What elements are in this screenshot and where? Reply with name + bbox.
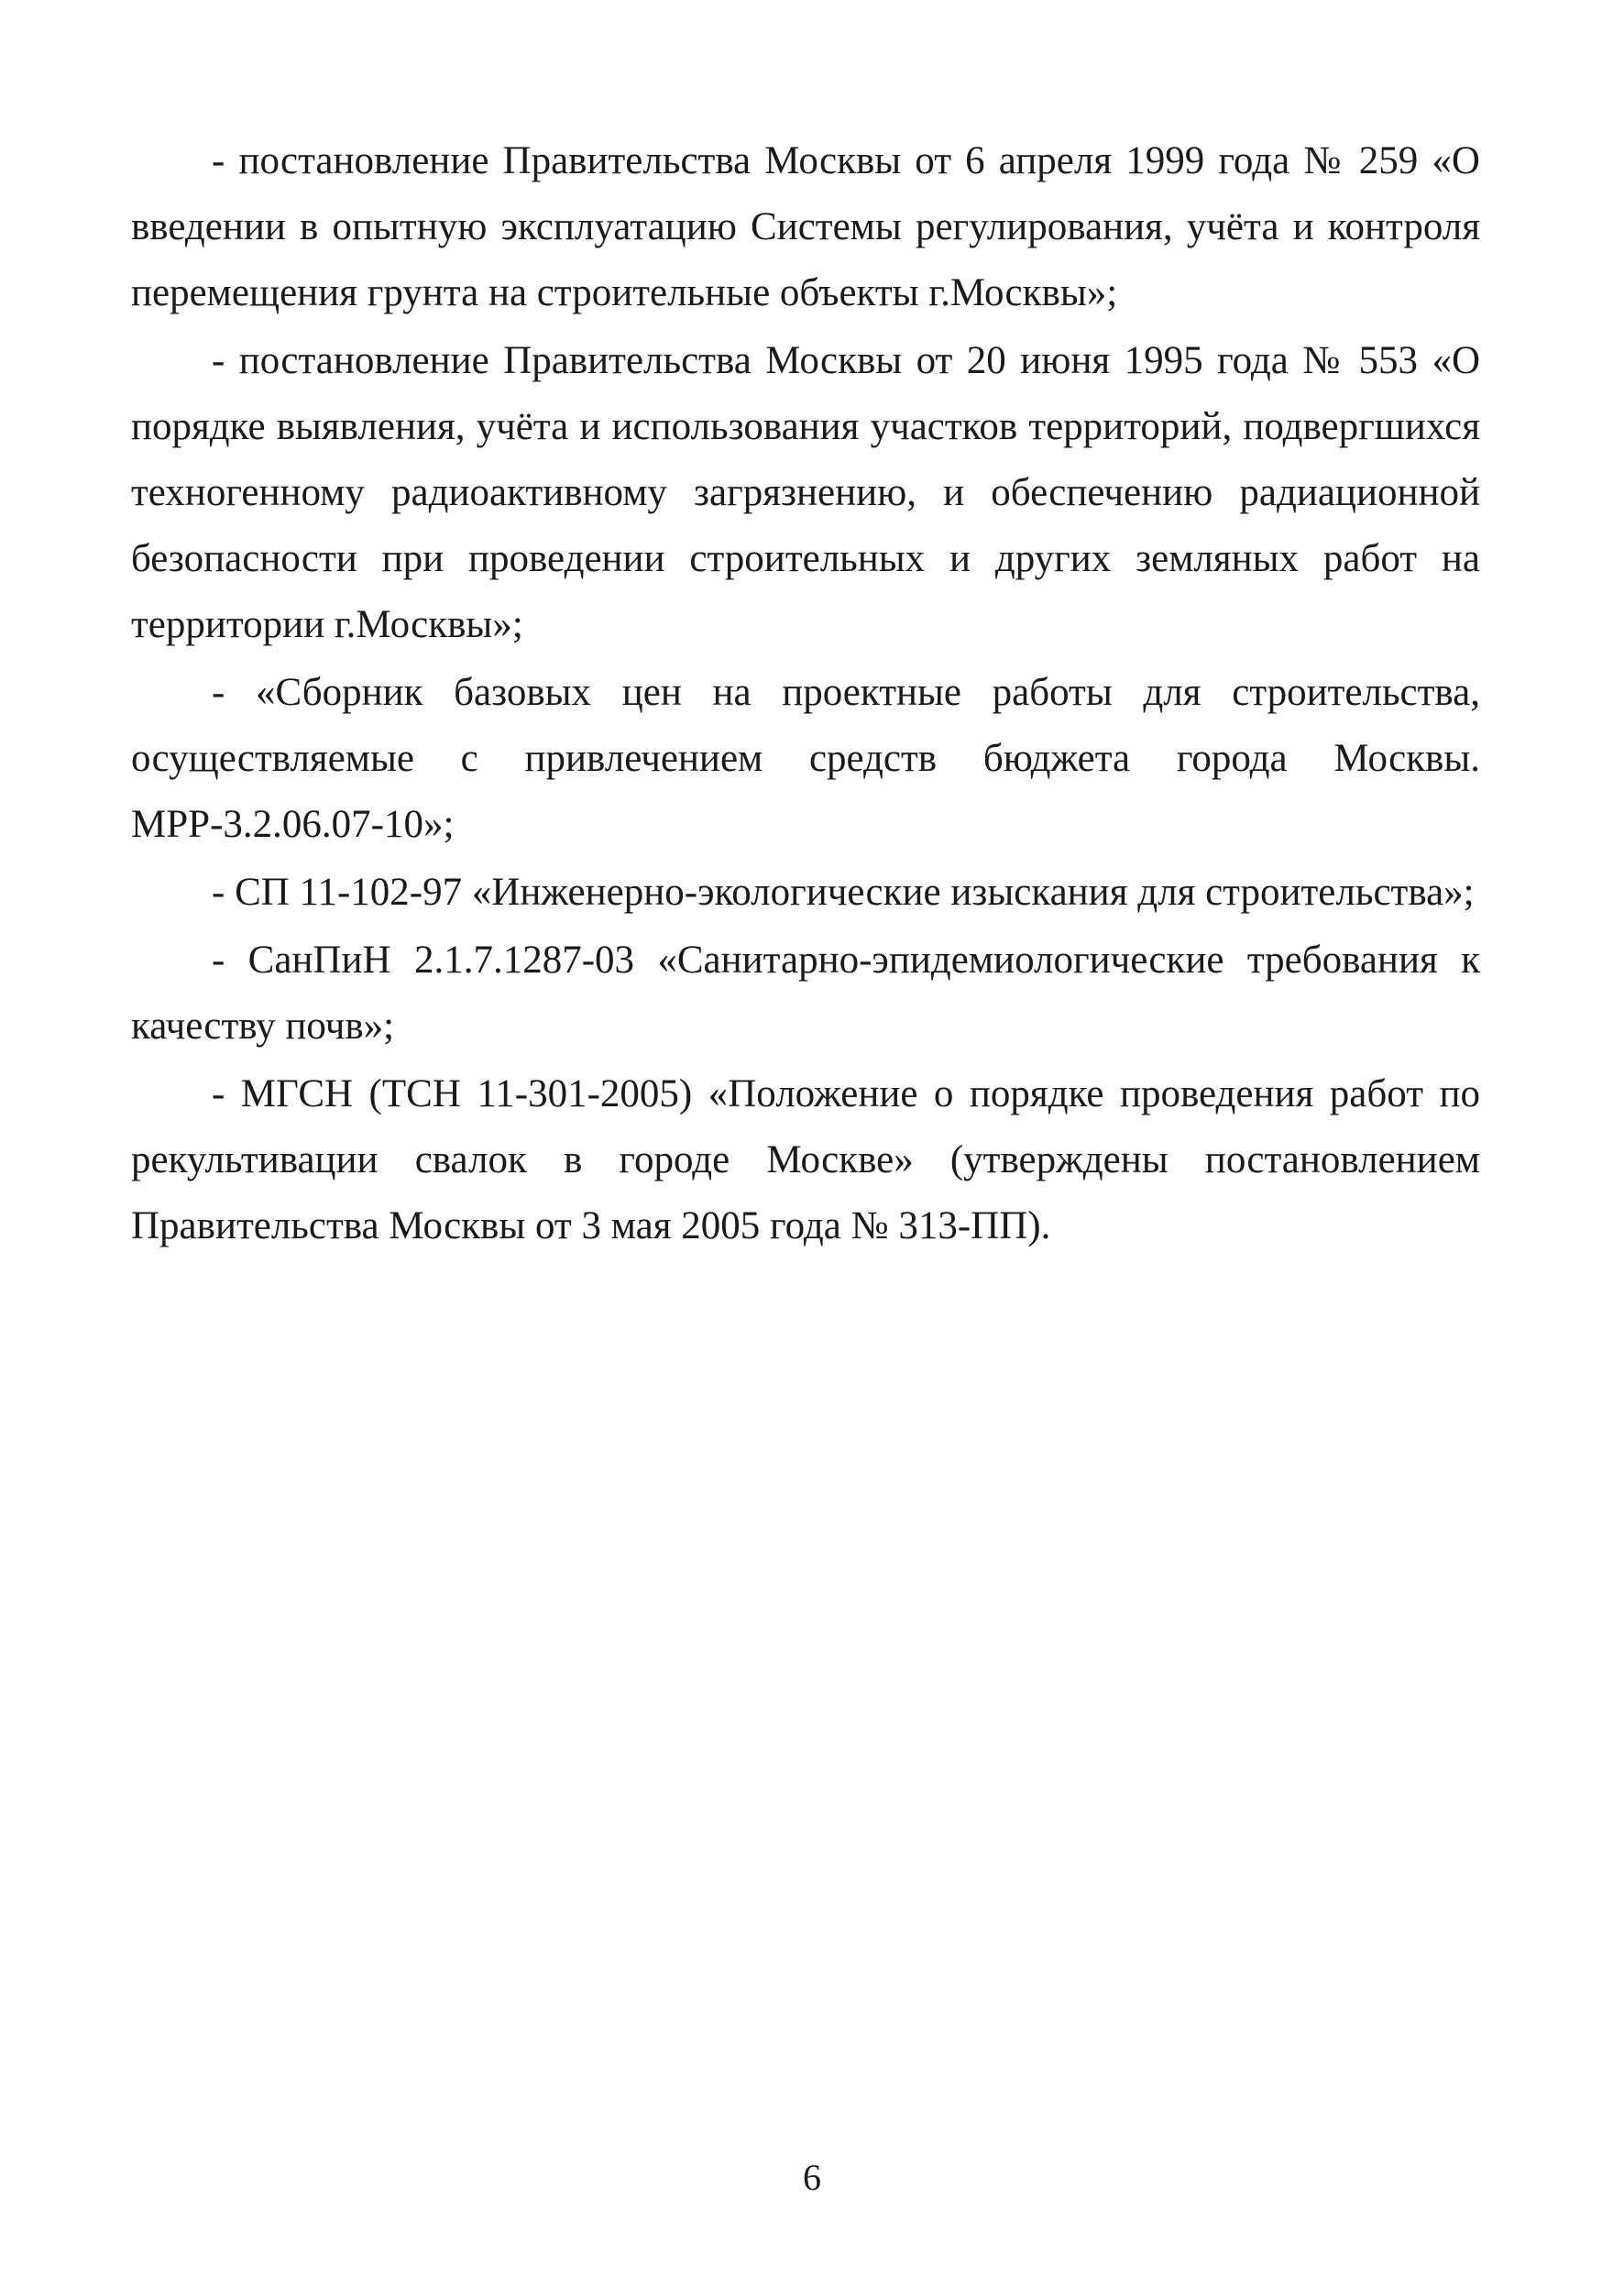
list-item-price-collection: - «Сборник базовых цен на проектные работы для строительства, осуществляемые с привлечением средств бюджета города Москвы. МРР-3.2.06.07-10»; [131, 671, 1480, 846]
list-item-decree-259: - постановление Правительства Москвы от 6 апреля 1999 года № 259 «О введении в опытную эксплуатацию Системы регулирования, учёта и контроля перемещения грунта на строительные объекты г.Москвы»; [131, 139, 1480, 314]
list-item-sp-11-102-97: - СП 11-102-97 «Инженерно-экологические изыскания для строительства»; [212, 871, 1475, 914]
list-item-mgsn: - МГСН (ТСН 11-301-2005) «Положение о порядке проведения работ по рекультивации свалок в городе Москве» (утверждены постановлением Правительства Москвы от 3 мая 2005 года № 313-ПП). [131, 1072, 1480, 1247]
document-body [131, 128, 1480, 1261]
list-item-sanpin: - СанПиН 2.1.7.1287-03 «Санитарно-эпидемиологические требования к качеству почв»; [131, 939, 1480, 1048]
list-item-decree-553: - постановление Правительства Москвы от 20 июня 1995 года № 553 «О порядке выявления, учёта и использования участков территорий, подвергшихся техногенному радиоактивному загрязнению, и обеспечению радиационной безопасности при проведении строительных и других земляных работ на территории г.Москвы»; [131, 339, 1480, 646]
page-number: 6 [803, 2157, 821, 2198]
